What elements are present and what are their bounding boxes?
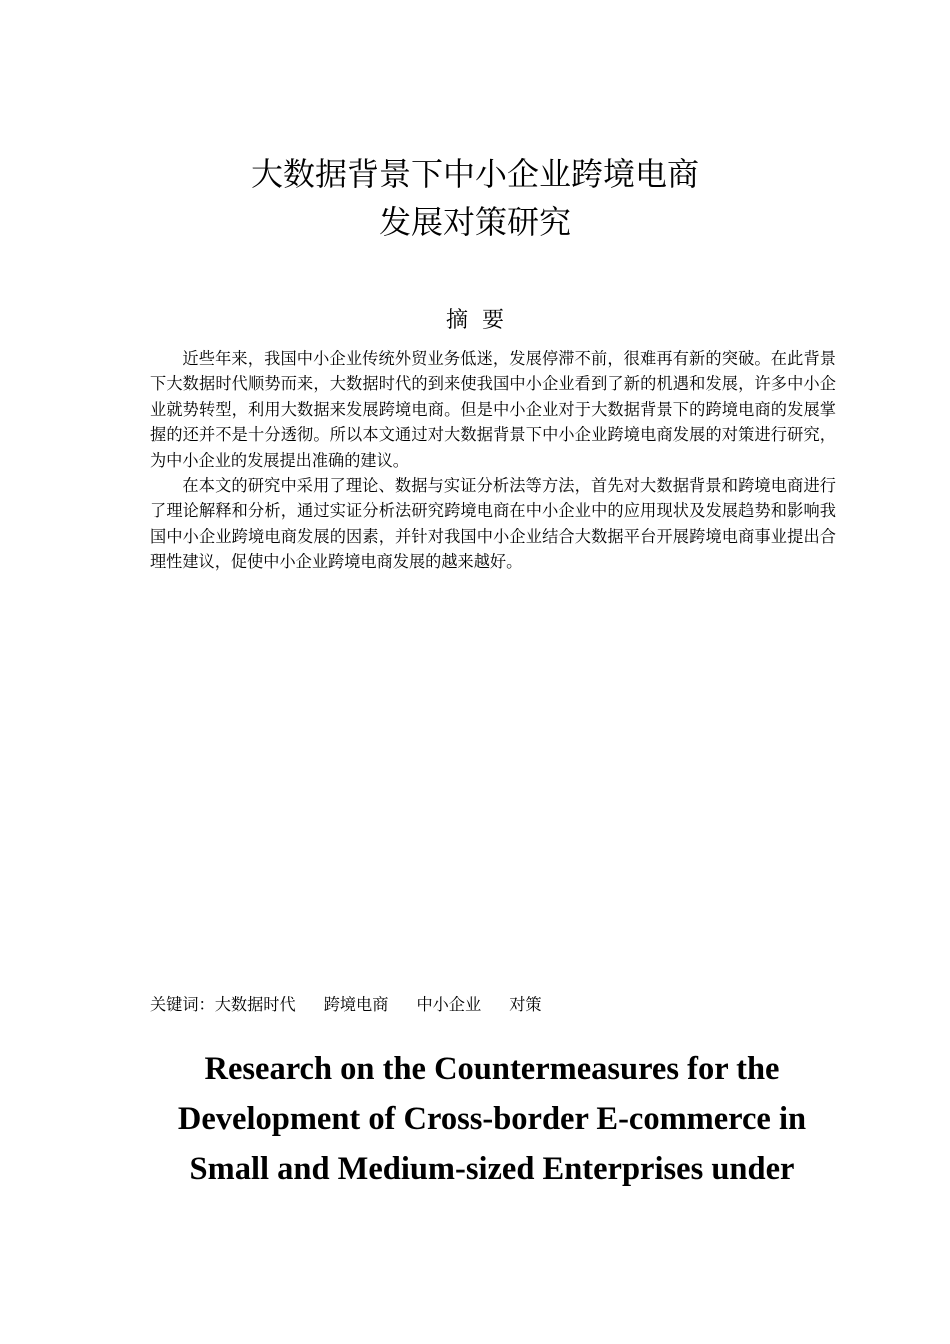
chinese-title-line-2: 发展对策研究 bbox=[378, 203, 571, 241]
keyword-3: 中小企业 bbox=[416, 995, 482, 1014]
english-title bbox=[120, 1044, 864, 1194]
abstract-body bbox=[150, 346, 836, 575]
keyword-2: 跨境电商 bbox=[323, 995, 389, 1014]
keyword-4: 对策 bbox=[509, 995, 542, 1014]
keyword-1: 大数据时代 bbox=[214, 995, 296, 1014]
keywords-line bbox=[150, 992, 850, 1018]
english-title-line-1: Research on the Countermeasures for the bbox=[204, 1051, 780, 1087]
abstract-heading: 摘要 bbox=[445, 308, 518, 333]
abstract-paragraph-1: 近些年来，我国中小企业传统外贸业务低迷，发展停滞不前，很难再有新的突破。在此背景下大数据时代顺势而来，大数据时代的到来使我国中小企业看到了新的机遇和发展，许多中小企业就势转型，利用大数据来发展跨境电商。但是中小企业对于大数据背景下的跨境电商的发展掌握的还并不是十分透彻。所以本文通过对大数据背景下中小企业跨境电商发展的对策进行研究，为中小企业的发展提出准确的建议。 bbox=[150, 349, 836, 470]
abstract-paragraph-2: 在本文的研究中采用了理论、数据与实证分析法等方法，首先对大数据背景和跨境电商进行了理论解释和分析，通过实证分析法研究跨境电商在中小企业中的应用现状及发展趋势和影响我国中小企业跨境电商发展的因素，并针对我国中小企业结合大数据平台开展跨境电商事业提出合理性建议，促使中小企业跨境电商发展的越来越好。 bbox=[150, 476, 836, 572]
keywords-label: 关键词： bbox=[150, 995, 215, 1014]
english-title-line-3: Small and Medium-sized Enterprises under bbox=[189, 1151, 795, 1187]
chinese-title-line-1: 大数据背景下中小企业跨境电商 bbox=[250, 155, 699, 193]
english-title-line-2: Development of Cross-border E-commerce in bbox=[177, 1101, 807, 1137]
